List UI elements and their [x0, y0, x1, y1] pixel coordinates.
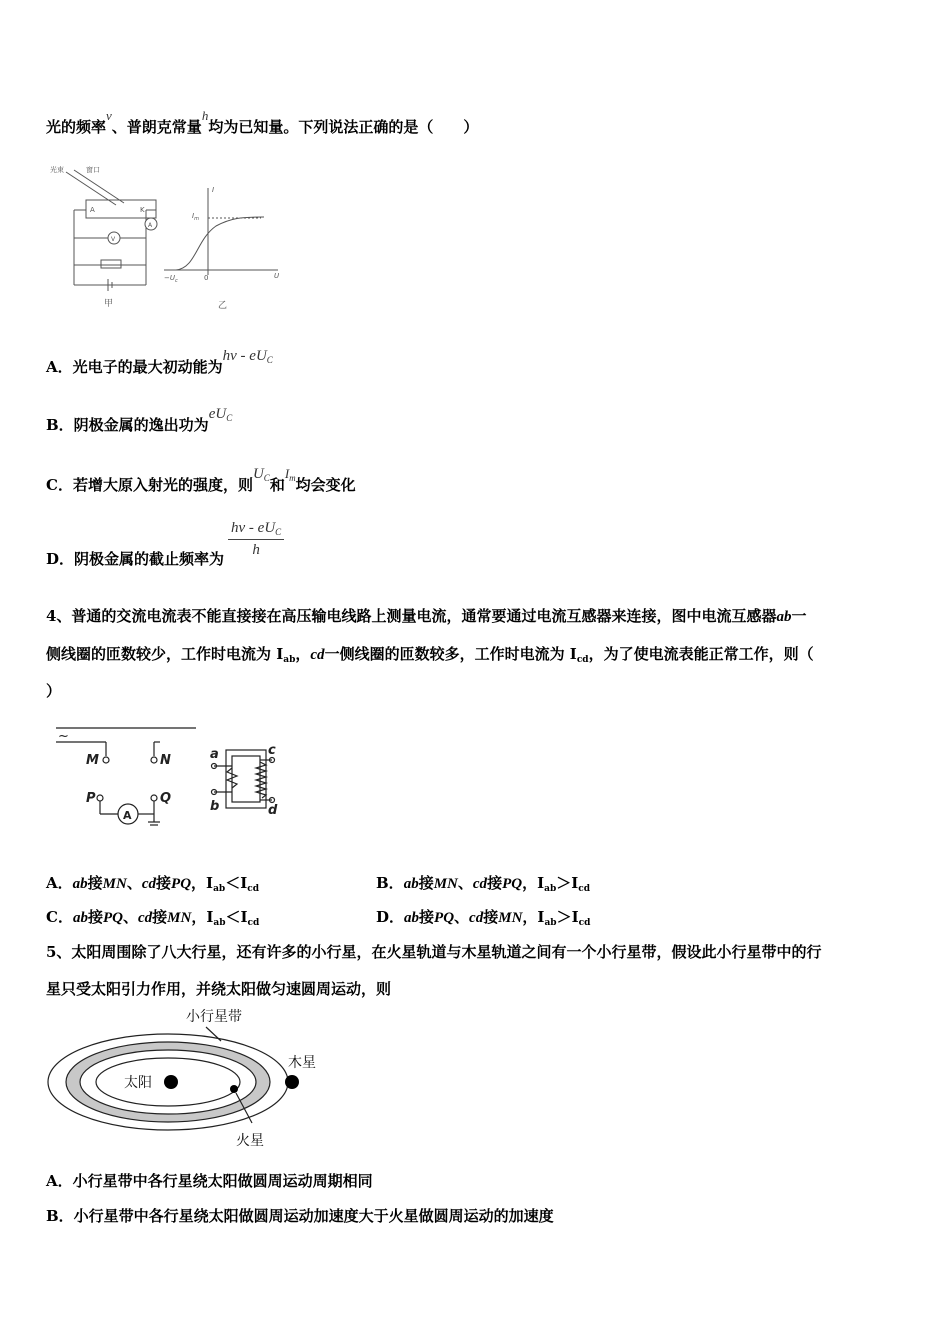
label-neg-uc: $-U_c$ [164, 274, 178, 284]
graph-curve [176, 217, 264, 270]
q3-option-b: B．阴极金属的逸出功为$eU_C$ [46, 406, 233, 434]
label-yi: 乙 [218, 301, 228, 310]
rheostat [101, 260, 121, 268]
q4-option-a: A．ab接MN、cd接PQ，$I_{ab}<I_{cd}$ [46, 874, 259, 894]
terminal-n [151, 757, 157, 763]
intro-text-1: 光的频率 [46, 118, 107, 136]
label-sun: 太阳 [124, 1075, 152, 1091]
q3-option-c: C．若增大原入射光的强度，则$U_C$和$I_m$均会变化 [46, 466, 356, 494]
light-beam-line [74, 170, 124, 203]
q4-line-2: 侧线圈的匝数较少，工作时电流为 $I_{ab}$，cd一侧线圈的匝数较多，工作时电流为 $I_{cd}$，为了使电流表能正常工作，则（ [46, 645, 814, 665]
label-Q: Q [160, 791, 172, 806]
label-zero: 0 [204, 274, 209, 282]
label-window: 窗口 [86, 166, 100, 174]
label-A: A [90, 206, 95, 214]
q3-option-a: A．光电子的最大初动能为hν - $eU_C$ [46, 348, 273, 376]
q5-option-b: B．小行星带中各行星绕太阳做圆周运动加速度大于火星做圆周运动的加速度 [46, 1207, 554, 1225]
q4-option-b: B．ab接MN、cd接PQ，$I_{ab}>I_{cd}$ [376, 874, 591, 894]
label-ammeter: A [148, 222, 153, 229]
formula-a: hν - $eU_C$ [222, 348, 273, 365]
q5-line-1: 5、太阳周围除了八大行星，还有许多的小行星，在火星轨道与木星轨道之间有一个小行星带，假设此小行星带中的行 [46, 943, 822, 961]
formula-b: $eU_C$ [208, 406, 233, 423]
label-K: K [140, 206, 145, 214]
terminal-p [97, 795, 103, 801]
nu-symbol: v [106, 108, 112, 123]
label-light: 光束 [50, 166, 64, 174]
h-symbol: h [201, 108, 209, 123]
label-c: c [268, 743, 276, 758]
terminal-m [103, 757, 109, 763]
q5-line-2: 星只受太阳引力作用，并绕太阳做匀速圆周运动，则 [46, 980, 392, 998]
fraction-d: $\frac{h\nu - eU_C}{h}$ [228, 520, 284, 559]
secondary-coil [256, 762, 266, 798]
label-Im: $I_m$ [192, 212, 199, 222]
label-belt: 小行星带 [186, 1009, 242, 1025]
label-P: P [86, 791, 96, 806]
label-d: d [268, 803, 278, 818]
q4-line-3: ） [46, 682, 62, 700]
label-jia: 甲 [104, 299, 114, 309]
intro-text-3: 均为已知量。下列说法正确的是（ ） [208, 118, 479, 136]
label-mars: 火星 [236, 1133, 264, 1149]
q4-option-d: D．ab接PQ、cd接MN，$I_{ab}>I_{cd}$ [376, 908, 591, 928]
label-jupiter: 木星 [288, 1055, 316, 1071]
q5-option-a: A．小行星带中各行星绕太阳做圆周运动周期相同 [46, 1172, 373, 1190]
sun-icon [164, 1075, 178, 1089]
terminal-q [151, 795, 157, 801]
transformer-core-inner [232, 756, 260, 802]
belt-pointer [206, 1027, 221, 1041]
label-b: b [210, 799, 220, 814]
label-U: U [274, 272, 280, 280]
intro-text-2: 、普朗克常量 [111, 118, 202, 136]
label-a: a [210, 747, 219, 762]
label-ac: ~ [58, 729, 69, 744]
q4-option-c: C．ab接PQ、cd接MN，$I_{ab}<I_{cd}$ [46, 908, 260, 928]
transformer-figure [56, 722, 286, 830]
q3-option-d: D．阴极金属的截止频率为 $\frac{h\nu - eU_C}{h}$ [46, 520, 284, 559]
label-V: V [111, 236, 116, 243]
jupiter-icon [285, 1075, 299, 1089]
intro-line [46, 108, 479, 137]
mars-icon [230, 1085, 238, 1093]
symbol-im: $I_m$ [284, 466, 296, 483]
symbol-uc: $U_C$ [252, 466, 270, 483]
label-ammeter: A [123, 809, 132, 822]
photoelectric-figure [46, 160, 296, 310]
label-M: M [86, 753, 99, 768]
q4-line-1: 4、普通的交流电流表不能直接接在高压输电线路上测量电流，通常要通过电流互感器来连接，图中电流互感器ab一 [46, 607, 807, 625]
label-I: I [212, 186, 215, 194]
label-N: N [160, 753, 171, 768]
asteroid-belt-figure [46, 1005, 336, 1153]
